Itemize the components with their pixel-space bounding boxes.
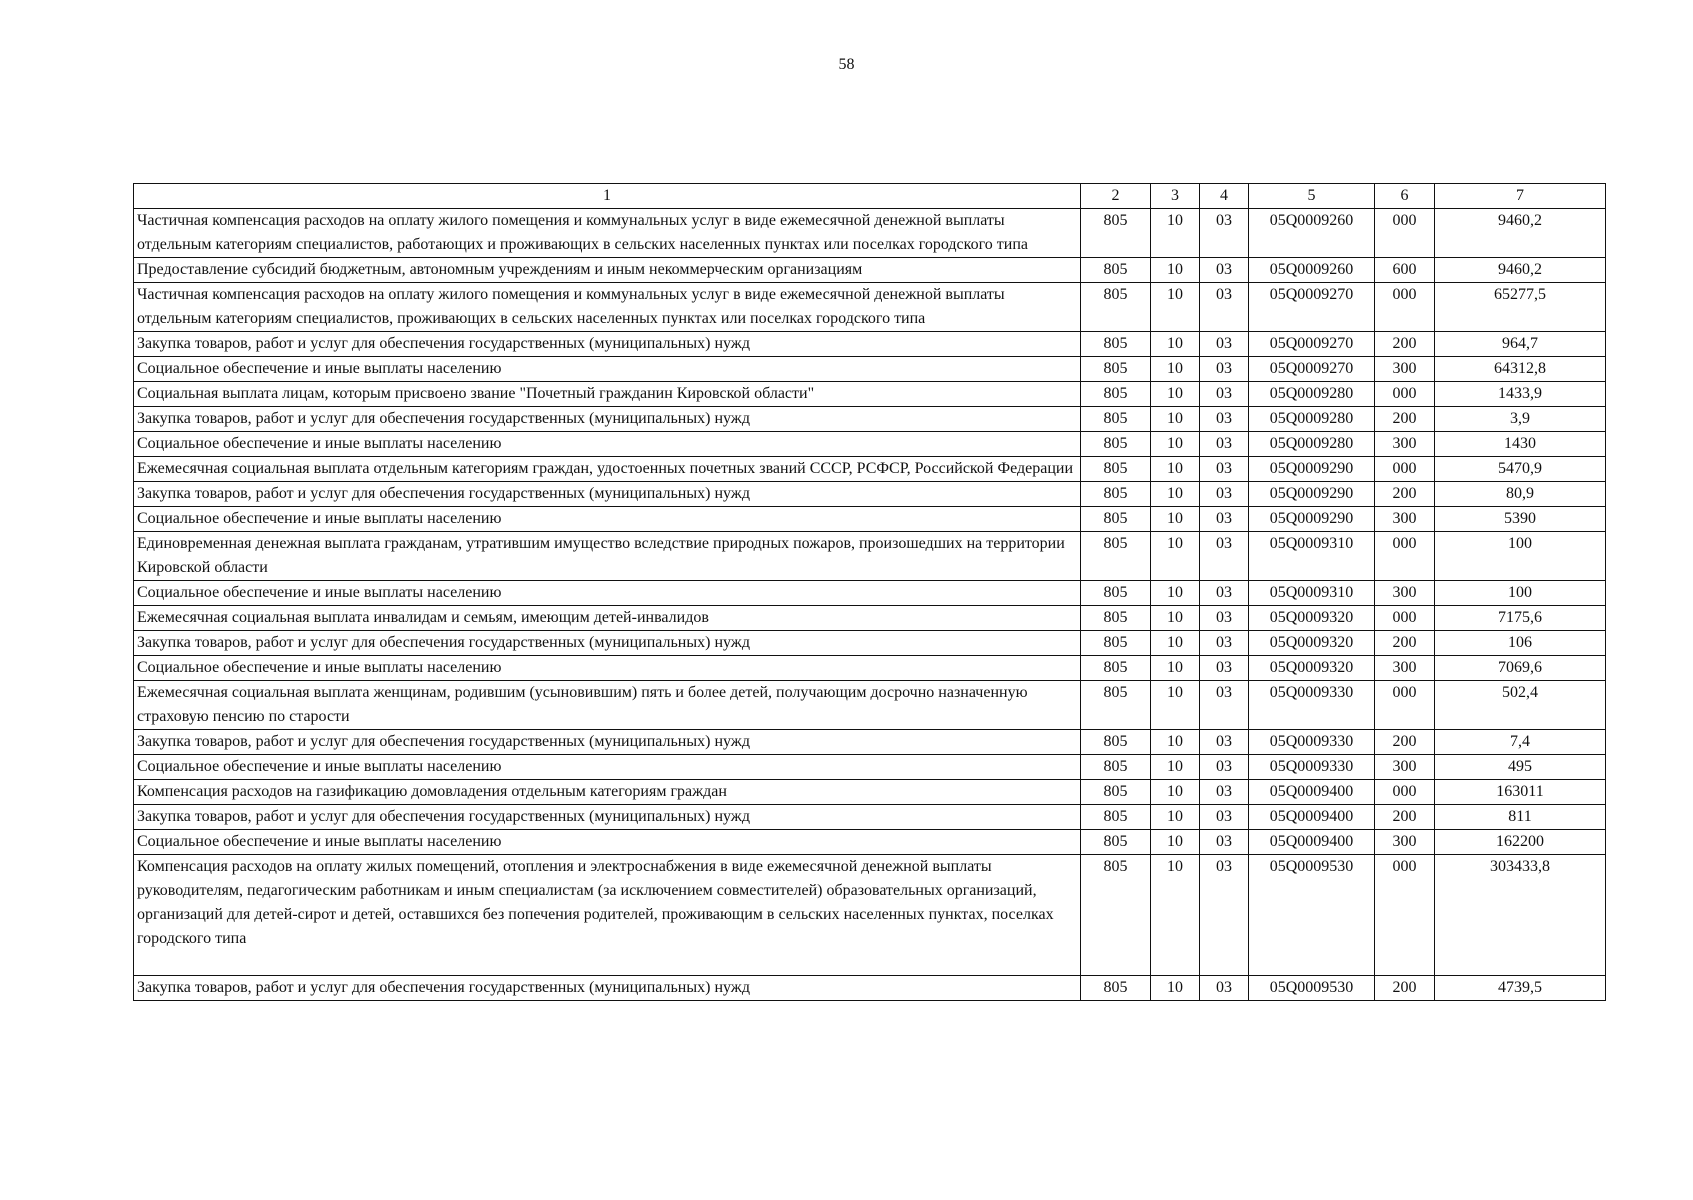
expense-name-cell: Ежемесячная социальная выплата женщинам, родившим (усыновившим) пять и более детей, получающим досрочно назначенную страховую пенсию по старости <box>134 681 1081 730</box>
expense-type-cell: 300 <box>1375 507 1435 532</box>
amount-cell: 100 <box>1435 532 1606 581</box>
subsection-code-cell: 03 <box>1200 357 1249 382</box>
amount-cell: 7069,6 <box>1435 656 1606 681</box>
amount-cell: 3,9 <box>1435 407 1606 432</box>
expense-type-cell: 000 <box>1375 532 1435 581</box>
ministry-code-cell: 805 <box>1081 631 1151 656</box>
section-code-cell: 10 <box>1151 976 1200 1001</box>
subsection-code-cell: 03 <box>1200 855 1249 976</box>
expense-type-cell: 000 <box>1375 606 1435 631</box>
table-row <box>134 382 1606 407</box>
table-row <box>134 432 1606 457</box>
table-body <box>134 209 1606 1001</box>
amount-cell: 811 <box>1435 805 1606 830</box>
expense-name-cell: Частичная компенсация расходов на оплату жилого помещения и коммунальных услуг в виде ежемесячной денежной выплаты отдельным категориям специалистов, проживающих в сельских населенных пунктах или поселках городского типа <box>134 283 1081 332</box>
ministry-code-cell: 805 <box>1081 805 1151 830</box>
amount-cell: 100 <box>1435 581 1606 606</box>
expense-type-cell: 200 <box>1375 482 1435 507</box>
target-article-cell: 05Q0009400 <box>1249 805 1375 830</box>
section-code-cell: 10 <box>1151 357 1200 382</box>
target-article-cell: 05Q0009310 <box>1249 532 1375 581</box>
expense-type-cell: 200 <box>1375 631 1435 656</box>
table-row <box>134 457 1606 482</box>
expense-name-cell: Социальное обеспечение и иные выплаты населению <box>134 830 1081 855</box>
subsection-code-cell: 03 <box>1200 681 1249 730</box>
target-article-cell: 05Q0009290 <box>1249 507 1375 532</box>
table-row <box>134 258 1606 283</box>
expense-type-cell: 000 <box>1375 283 1435 332</box>
target-article-cell: 05Q0009260 <box>1249 258 1375 283</box>
subsection-code-cell: 03 <box>1200 656 1249 681</box>
subsection-code-cell: 03 <box>1200 830 1249 855</box>
amount-cell: 7,4 <box>1435 730 1606 755</box>
section-code-cell: 10 <box>1151 606 1200 631</box>
col-header-1: 1 <box>134 184 1081 209</box>
subsection-code-cell: 03 <box>1200 730 1249 755</box>
expense-name-cell: Социальное обеспечение и иные выплаты населению <box>134 432 1081 457</box>
subsection-code-cell: 03 <box>1200 532 1249 581</box>
amount-cell: 163011 <box>1435 780 1606 805</box>
table-row <box>134 755 1606 780</box>
subsection-code-cell: 03 <box>1200 976 1249 1001</box>
col-header-2: 2 <box>1081 184 1151 209</box>
target-article-cell: 05Q0009270 <box>1249 332 1375 357</box>
col-header-4: 4 <box>1200 184 1249 209</box>
target-article-cell: 05Q0009270 <box>1249 283 1375 332</box>
expense-type-cell: 300 <box>1375 581 1435 606</box>
subsection-code-cell: 03 <box>1200 606 1249 631</box>
ministry-code-cell: 805 <box>1081 482 1151 507</box>
amount-cell: 65277,5 <box>1435 283 1606 332</box>
ministry-code-cell: 805 <box>1081 507 1151 532</box>
col-header-5: 5 <box>1249 184 1375 209</box>
table-row <box>134 283 1606 332</box>
subsection-code-cell: 03 <box>1200 332 1249 357</box>
amount-cell: 106 <box>1435 631 1606 656</box>
ministry-code-cell: 805 <box>1081 357 1151 382</box>
amount-cell: 162200 <box>1435 830 1606 855</box>
target-article-cell: 05Q0009530 <box>1249 855 1375 976</box>
target-article-cell: 05Q0009330 <box>1249 730 1375 755</box>
subsection-code-cell: 03 <box>1200 382 1249 407</box>
subsection-code-cell: 03 <box>1200 631 1249 656</box>
target-article-cell: 05Q0009280 <box>1249 382 1375 407</box>
section-code-cell: 10 <box>1151 258 1200 283</box>
amount-cell: 5390 <box>1435 507 1606 532</box>
table-row <box>134 830 1606 855</box>
section-code-cell: 10 <box>1151 407 1200 432</box>
table-row <box>134 357 1606 382</box>
ministry-code-cell: 805 <box>1081 606 1151 631</box>
expense-type-cell: 000 <box>1375 382 1435 407</box>
target-article-cell: 05Q0009320 <box>1249 631 1375 656</box>
section-code-cell: 10 <box>1151 755 1200 780</box>
section-code-cell: 10 <box>1151 830 1200 855</box>
expense-name-cell: Социальная выплата лицам, которым присвоено звание "Почетный гражданин Кировской области" <box>134 382 1081 407</box>
expense-type-cell: 000 <box>1375 457 1435 482</box>
ministry-code-cell: 805 <box>1081 581 1151 606</box>
amount-cell: 7175,6 <box>1435 606 1606 631</box>
amount-cell: 9460,2 <box>1435 258 1606 283</box>
table-row <box>134 507 1606 532</box>
subsection-code-cell: 03 <box>1200 581 1249 606</box>
expense-name-cell: Закупка товаров, работ и услуг для обеспечения государственных (муниципальных) нужд <box>134 407 1081 432</box>
target-article-cell: 05Q0009260 <box>1249 209 1375 258</box>
amount-cell: 4739,5 <box>1435 976 1606 1001</box>
section-code-cell: 10 <box>1151 532 1200 581</box>
ministry-code-cell: 805 <box>1081 457 1151 482</box>
ministry-code-cell: 805 <box>1081 258 1151 283</box>
ministry-code-cell: 805 <box>1081 730 1151 755</box>
table-row <box>134 407 1606 432</box>
expense-name-cell: Закупка товаров, работ и услуг для обеспечения государственных (муниципальных) нужд <box>134 332 1081 357</box>
table-row <box>134 332 1606 357</box>
ministry-code-cell: 805 <box>1081 209 1151 258</box>
expense-name-cell: Компенсация расходов на оплату жилых помещений, отопления и электроснабжения в виде ежемесячной денежной выплаты руководителям, педагогическим работникам и иным специалистам (за исключением совместителей) образовательных организаций, организаций для детей-сирот и детей, оставшихся без попечения родителей, проживающим в сельских населенных пунктах, поселках городского типа <box>134 855 1081 976</box>
target-article-cell: 05Q0009290 <box>1249 482 1375 507</box>
expense-name-cell: Социальное обеспечение и иные выплаты населению <box>134 357 1081 382</box>
target-article-cell: 05Q0009270 <box>1249 357 1375 382</box>
table-row <box>134 730 1606 755</box>
expense-name-cell: Ежемесячная социальная выплата инвалидам и семьям, имеющим детей-инвалидов <box>134 606 1081 631</box>
amount-cell: 64312,8 <box>1435 357 1606 382</box>
ministry-code-cell: 805 <box>1081 780 1151 805</box>
subsection-code-cell: 03 <box>1200 805 1249 830</box>
subsection-code-cell: 03 <box>1200 209 1249 258</box>
col-header-7: 7 <box>1435 184 1606 209</box>
amount-cell: 495 <box>1435 755 1606 780</box>
ministry-code-cell: 805 <box>1081 332 1151 357</box>
expense-name-cell: Закупка товаров, работ и услуг для обеспечения государственных (муниципальных) нужд <box>134 976 1081 1001</box>
expense-name-cell: Социальное обеспечение и иные выплаты населению <box>134 581 1081 606</box>
section-code-cell: 10 <box>1151 332 1200 357</box>
table-row <box>134 855 1606 976</box>
section-code-cell: 10 <box>1151 581 1200 606</box>
expense-name-cell: Предоставление субсидий бюджетным, автономным учреждениям и иным некоммерческим организациям <box>134 258 1081 283</box>
amount-cell: 1433,9 <box>1435 382 1606 407</box>
expense-name-cell: Социальное обеспечение и иные выплаты населению <box>134 507 1081 532</box>
expense-type-cell: 200 <box>1375 805 1435 830</box>
amount-cell: 80,9 <box>1435 482 1606 507</box>
col-header-3: 3 <box>1151 184 1200 209</box>
ministry-code-cell: 805 <box>1081 382 1151 407</box>
section-code-cell: 10 <box>1151 432 1200 457</box>
subsection-code-cell: 03 <box>1200 755 1249 780</box>
ministry-code-cell: 805 <box>1081 830 1151 855</box>
ministry-code-cell: 805 <box>1081 681 1151 730</box>
section-code-cell: 10 <box>1151 507 1200 532</box>
expense-name-cell: Социальное обеспечение и иные выплаты населению <box>134 656 1081 681</box>
page-number: 58 <box>838 56 855 73</box>
budget-table <box>133 183 1606 1001</box>
amount-cell: 1430 <box>1435 432 1606 457</box>
ministry-code-cell: 805 <box>1081 283 1151 332</box>
target-article-cell: 05Q0009330 <box>1249 755 1375 780</box>
section-code-cell: 10 <box>1151 855 1200 976</box>
subsection-code-cell: 03 <box>1200 507 1249 532</box>
target-article-cell: 05Q0009310 <box>1249 581 1375 606</box>
section-code-cell: 10 <box>1151 382 1200 407</box>
subsection-code-cell: 03 <box>1200 283 1249 332</box>
subsection-code-cell: 03 <box>1200 432 1249 457</box>
table-row <box>134 581 1606 606</box>
subsection-code-cell: 03 <box>1200 780 1249 805</box>
section-code-cell: 10 <box>1151 482 1200 507</box>
table-row <box>134 656 1606 681</box>
table-row <box>134 805 1606 830</box>
expense-type-cell: 200 <box>1375 730 1435 755</box>
expense-type-cell: 300 <box>1375 830 1435 855</box>
expense-type-cell: 300 <box>1375 357 1435 382</box>
target-article-cell: 05Q0009400 <box>1249 780 1375 805</box>
expense-name-cell: Частичная компенсация расходов на оплату жилого помещения и коммунальных услуг в виде ежемесячной денежной выплаты отдельным категориям специалистов, работающих и проживающих в сельских населенных пунктах или поселках городского типа <box>134 209 1081 258</box>
section-code-cell: 10 <box>1151 283 1200 332</box>
target-article-cell: 05Q0009290 <box>1249 457 1375 482</box>
target-article-cell: 05Q0009330 <box>1249 681 1375 730</box>
table-row <box>134 780 1606 805</box>
subsection-code-cell: 03 <box>1200 407 1249 432</box>
target-article-cell: 05Q0009400 <box>1249 830 1375 855</box>
table-row <box>134 532 1606 581</box>
expense-name-cell: Закупка товаров, работ и услуг для обеспечения государственных (муниципальных) нужд <box>134 730 1081 755</box>
expense-type-cell: 000 <box>1375 681 1435 730</box>
target-article-cell: 05Q0009280 <box>1249 407 1375 432</box>
section-code-cell: 10 <box>1151 730 1200 755</box>
expense-name-cell: Закупка товаров, работ и услуг для обеспечения государственных (муниципальных) нужд <box>134 805 1081 830</box>
expense-type-cell: 600 <box>1375 258 1435 283</box>
amount-cell: 303433,8 <box>1435 855 1606 976</box>
section-code-cell: 10 <box>1151 780 1200 805</box>
expense-type-cell: 300 <box>1375 755 1435 780</box>
amount-cell: 502,4 <box>1435 681 1606 730</box>
ministry-code-cell: 805 <box>1081 755 1151 780</box>
table-row <box>134 976 1606 1001</box>
expense-name-cell: Социальное обеспечение и иные выплаты населению <box>134 755 1081 780</box>
ministry-code-cell: 805 <box>1081 532 1151 581</box>
expense-type-cell: 300 <box>1375 656 1435 681</box>
expense-name-cell: Закупка товаров, работ и услуг для обеспечения государственных (муниципальных) нужд <box>134 631 1081 656</box>
amount-cell: 9460,2 <box>1435 209 1606 258</box>
header-row <box>134 184 1606 209</box>
amount-cell: 5470,9 <box>1435 457 1606 482</box>
expense-type-cell: 200 <box>1375 976 1435 1001</box>
expense-type-cell: 000 <box>1375 209 1435 258</box>
amount-cell: 964,7 <box>1435 332 1606 357</box>
expense-type-cell: 000 <box>1375 780 1435 805</box>
ministry-code-cell: 805 <box>1081 407 1151 432</box>
section-code-cell: 10 <box>1151 681 1200 730</box>
subsection-code-cell: 03 <box>1200 258 1249 283</box>
section-code-cell: 10 <box>1151 457 1200 482</box>
expense-name-cell: Закупка товаров, работ и услуг для обеспечения государственных (муниципальных) нужд <box>134 482 1081 507</box>
subsection-code-cell: 03 <box>1200 457 1249 482</box>
ministry-code-cell: 805 <box>1081 855 1151 976</box>
expense-name-cell: Единовременная денежная выплата гражданам, утратившим имущество вследствие природных пожаров, произошедших на территории Кировской области <box>134 532 1081 581</box>
table-row <box>134 482 1606 507</box>
expense-type-cell: 000 <box>1375 855 1435 976</box>
table-row <box>134 631 1606 656</box>
target-article-cell: 05Q0009320 <box>1249 656 1375 681</box>
section-code-cell: 10 <box>1151 209 1200 258</box>
expense-type-cell: 300 <box>1375 432 1435 457</box>
col-header-6: 6 <box>1375 184 1435 209</box>
section-code-cell: 10 <box>1151 631 1200 656</box>
expense-type-cell: 200 <box>1375 407 1435 432</box>
ministry-code-cell: 805 <box>1081 656 1151 681</box>
target-article-cell: 05Q0009280 <box>1249 432 1375 457</box>
target-article-cell: 05Q0009320 <box>1249 606 1375 631</box>
ministry-code-cell: 805 <box>1081 432 1151 457</box>
section-code-cell: 10 <box>1151 805 1200 830</box>
table-row <box>134 209 1606 258</box>
subsection-code-cell: 03 <box>1200 482 1249 507</box>
expense-name-cell: Ежемесячная социальная выплата отдельным категориям граждан, удостоенных почетных званий СССР, РСФСР, Российской Федерации <box>134 457 1081 482</box>
table-row <box>134 606 1606 631</box>
expense-type-cell: 200 <box>1375 332 1435 357</box>
expense-name-cell: Компенсация расходов на газификацию домовладения отдельным категориям граждан <box>134 780 1081 805</box>
target-article-cell: 05Q0009530 <box>1249 976 1375 1001</box>
table-row <box>134 681 1606 730</box>
ministry-code-cell: 805 <box>1081 976 1151 1001</box>
section-code-cell: 10 <box>1151 656 1200 681</box>
